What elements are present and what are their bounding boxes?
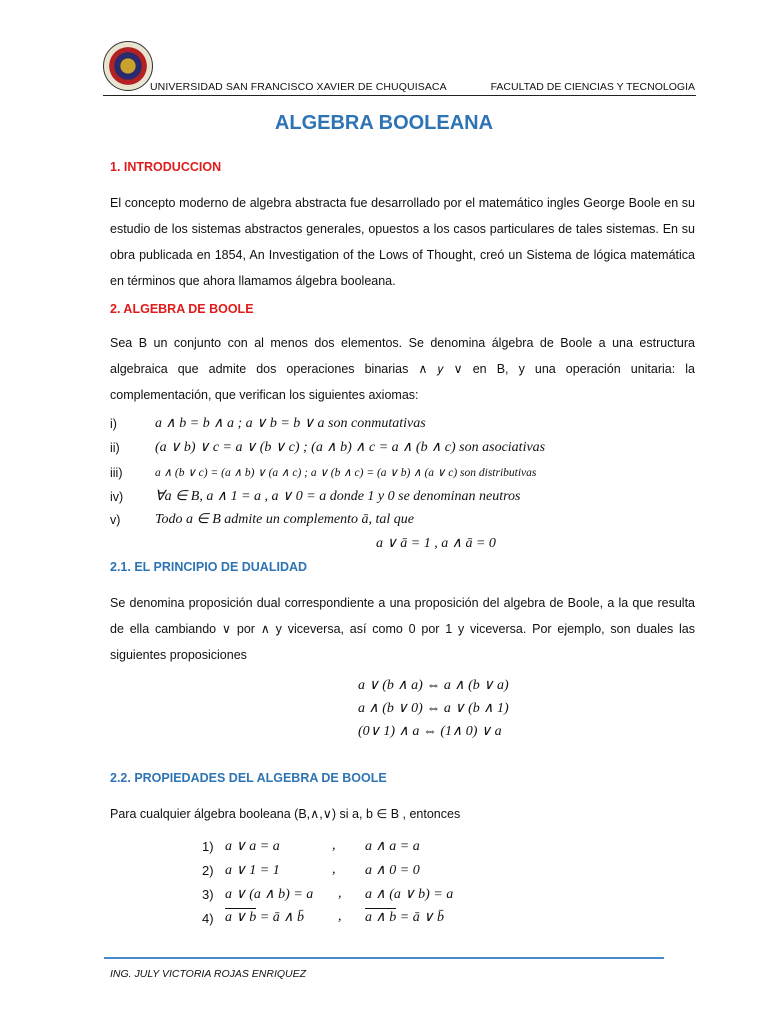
axiom-expression: ∀a ∈ B, a ∧ 1 = a , a ∨ 0 = a donde 1 y 0 se denominan neutros	[155, 489, 521, 504]
property-left: a ∨ a = a	[225, 839, 280, 854]
axiom-expression: a ∧ b = b ∧ a ; a ∨ b = b ∨ a son conmutativas	[155, 416, 426, 431]
section-2-heading: 2. ALGEBRA DE BOOLE	[110, 302, 254, 316]
property-left: a ∨ 1 = 1	[225, 863, 280, 878]
section-2-1-heading: 2.1. EL PRINCIPIO DE DUALIDAD	[110, 560, 308, 574]
property-separator: ,	[332, 862, 336, 877]
property-number: 4)	[202, 911, 214, 926]
dual-example: a ∨ (b ∧ a) ⇔ a ∧ (b ∨ a)	[358, 678, 509, 693]
footer-author: ING. JULY VICTORIA ROJAS ENRIQUEZ	[110, 968, 307, 980]
axiom-label: iii)	[110, 466, 123, 480]
property-right: a ∧ 0 = 0	[365, 863, 420, 878]
properties-intro: Para cualquier álgebra booleana (B,∧,∨) si a, b ∈ B , entonces	[110, 807, 461, 821]
axiom-expression: a ∧ (b ∨ c) = (a ∧ b) ∨ (a ∧ c) ; a ∨ (b ∧ c) = (a ∨ b) ∧ (a ∨ c) son distributivas	[155, 467, 537, 479]
property-separator: ,	[338, 886, 342, 901]
section-1-paragraph: El concepto moderno de algebra abstracta fue desarrollado por el matemático ingles George Boole en su estudio de los sistemas abstractos generales, opuestos a los casos particulares de tales sistemas. En su obra publicada en 1854, An Investigation of the Lows of Thought, creó un Sistema de lógica matemática en términos que ahora llamamos álgebra booleana.	[110, 196, 695, 288]
property-number: 3)	[202, 887, 214, 902]
property-left: a ∨ (a ∧ b) = a	[225, 887, 314, 902]
axiom-expression: (a ∨ b) ∨ c = a ∨ (b ∨ c) ; (a ∧ b) ∧ c = a ∧ (b ∧ c) son asociativas	[155, 440, 546, 455]
property-right-rest: = ā ∨ b̄	[396, 910, 444, 925]
complement-equation: a ∨ ā = 1 , a ∧ ā = 0	[376, 536, 496, 551]
section-2-1-paragraph: Se denomina proposición dual correspondiente a una proposición del algebra de Boole, a la que resulta de ella cambiando ∨ por ∧ y viceversa, así como 0 por 1 y viceversa. Por ejemplo, son duales las siguientes proposiciones	[110, 596, 695, 662]
axiom-label: ii)	[110, 441, 120, 455]
section-1-heading: 1. INTRODUCCION	[110, 160, 222, 174]
section-2-paragraph: Sea B un conjunto con al menos dos elementos. Se denomina álgebra de Boole a una estructura algebraica que admite dos operaciones binarias ∧ 𝑦 ∨ en B, y una operación unitaria: la complementación, que verifican los siguientes axiomas:	[110, 336, 695, 402]
property-right: a ∧ a = a	[365, 839, 420, 854]
overlined-expression: a ∨ b	[225, 910, 257, 925]
property-separator: ,	[332, 838, 336, 853]
axiom-expression: Todo a ∈ B admite un complemento ā, tal que	[155, 512, 414, 527]
document-title: ALGEBRA BOOLEANA	[274, 112, 494, 134]
axiom-label: v)	[110, 513, 121, 527]
axiom-label: i)	[110, 417, 117, 431]
property-separator: ,	[338, 909, 342, 924]
header-divider	[103, 95, 696, 96]
dual-example: (0∨ 1) ∧ a ⇔ (1∧ 0) ∨ a	[358, 724, 502, 739]
university-seal-logo	[103, 41, 153, 91]
header-faculty: FACULTAD DE CIENCIAS Y TECNOLOGIA	[490, 81, 695, 93]
section-2-2-heading: 2.2. PROPIEDADES DEL ALGEBRA DE BOOLE	[110, 771, 387, 785]
property-number: 1)	[202, 839, 214, 854]
property-left	[225, 909, 304, 926]
property-right	[365, 909, 444, 926]
dual-example: a ∧ (b ∨ 0) ⇔ a ∨ (b ∧ 1)	[358, 701, 509, 716]
property-left-rest: = ā ∧ b̄	[256, 910, 304, 925]
footer-divider	[104, 957, 664, 959]
overlined-expression: a ∧ b	[365, 910, 397, 925]
header-university: UNIVERSIDAD SAN FRANCISCO XAVIER DE CHUQUISACA	[150, 81, 447, 93]
property-right: a ∧ (a ∨ b) = a	[365, 887, 454, 902]
property-number: 2)	[202, 863, 214, 878]
axiom-label: iv)	[110, 490, 124, 504]
